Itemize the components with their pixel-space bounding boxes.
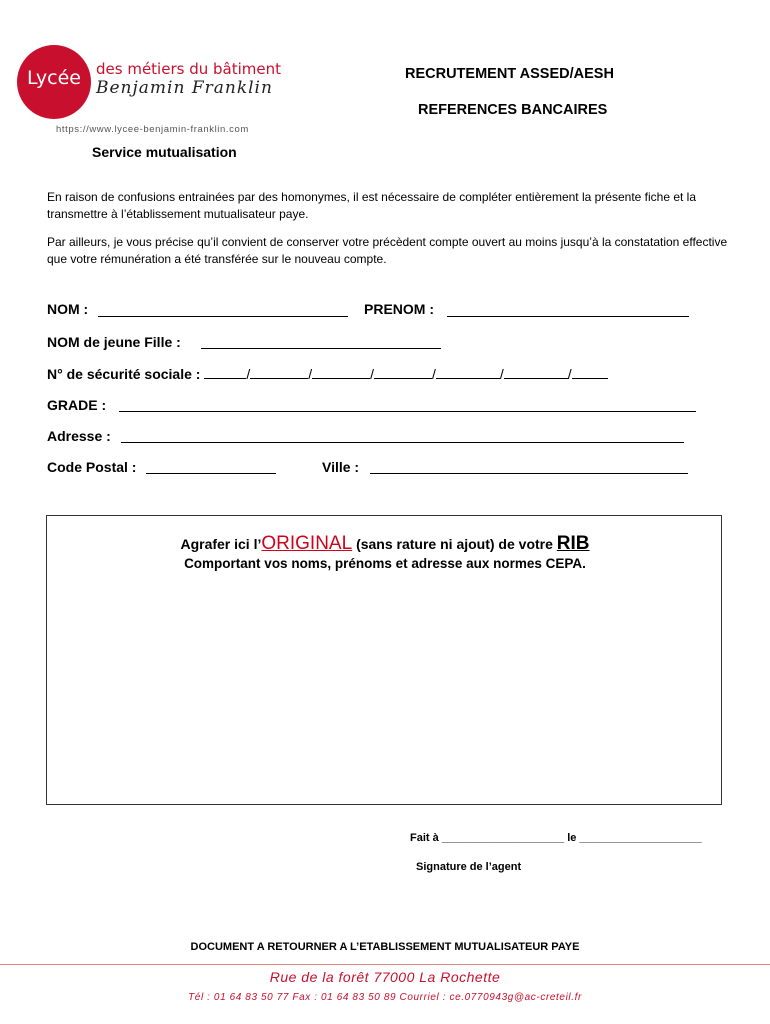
logo-badge-text: Lycée	[27, 67, 81, 89]
document-subtitle: REFERENCES BANCAIRES	[418, 102, 608, 118]
rib-original-emphasis: ORIGINAL	[261, 533, 353, 554]
ssn-separator: /	[567, 366, 572, 382]
ville-label: Ville :	[322, 459, 360, 475]
nom-label: NOM :	[47, 301, 89, 317]
rib-instruction-line-2: Comportant vos noms, prénoms et adresse aux normes CEPA.	[184, 556, 586, 571]
service-name: Service mutualisation	[92, 144, 237, 160]
nom-field[interactable]	[98, 316, 348, 317]
prenom-label: PRENOM :	[364, 301, 434, 317]
fait-a-le-field[interactable]: Fait à ____________________ le ____________________	[410, 832, 702, 844]
footer-contact: Tél : 01 64 83 50 77 Fax : 01 64 83 50 89 Courriel : ce.0770943g@ac-creteil.fr	[188, 992, 582, 1003]
ssn-segment[interactable]	[374, 366, 432, 379]
ssn-segment[interactable]	[312, 366, 370, 379]
document-title: RECRUTEMENT ASSED/AESH	[405, 66, 614, 82]
code-postal-field[interactable]	[146, 473, 276, 474]
adresse-field[interactable]	[121, 442, 684, 443]
ssn-separator: /	[246, 366, 251, 382]
securite-sociale-row	[47, 366, 608, 382]
footer-divider	[0, 964, 770, 965]
ssn-separator: /	[308, 366, 313, 382]
school-website-url[interactable]: https://www.lycee-benjamin-franklin.com	[56, 124, 249, 135]
ville-field[interactable]	[370, 473, 688, 474]
securite-sociale-label: N° de sécurité sociale :	[47, 366, 201, 382]
rib-instruction-line-1	[0, 533, 770, 555]
logo-line-1: des métiers du bâtiment	[96, 60, 281, 78]
intro-paragraph-2: Par ailleurs, je vous précise qu’il convient de conserver votre précèdent compte ouvert au moins jusqu’à la constatation effective que votre rémunération a été transférée sur le nouveau compte.	[47, 235, 728, 266]
nom-jeune-fille-field[interactable]	[201, 348, 441, 349]
rib-emphasis: RIB	[556, 533, 590, 554]
rib-instruction-prefix: Agrafer ici l’	[180, 536, 262, 552]
ssn-segment[interactable]	[250, 366, 308, 379]
ssn-separator: /	[499, 366, 504, 382]
adresse-label: Adresse :	[47, 428, 111, 444]
grade-label: GRADE :	[47, 397, 107, 413]
ssn-separator: /	[370, 366, 375, 382]
return-notice: DOCUMENT A RETOURNER A L’ETABLISSEMENT MUTUALISATEUR PAYE	[190, 941, 580, 953]
ssn-segment[interactable]	[436, 366, 500, 379]
logo-line-2: Benjamin Franklin	[96, 78, 273, 98]
ssn-segment[interactable]	[504, 366, 568, 379]
ssn-separator: /	[432, 366, 436, 382]
ssn-segment[interactable]	[204, 366, 246, 379]
school-logo-badge	[17, 45, 91, 119]
code-postal-label: Code Postal :	[47, 459, 137, 475]
rib-instruction-middle: (sans rature ni ajout) de votre	[352, 536, 557, 552]
grade-field[interactable]	[119, 411, 696, 412]
nom-jeune-fille-label: NOM de jeune Fille :	[47, 334, 181, 350]
intro-paragraph-1: En raison de confusions entrainées par des homonymes, il est nécessaire de compléter entièrement la présente fiche et la transmettre à l’établissement mutualisateur paye.	[47, 190, 697, 221]
ssn-segment[interactable]	[572, 366, 608, 379]
signature-label: Signature de l’agent	[416, 861, 522, 873]
footer-address: Rue de la forêt 77000 La Rochette	[269, 969, 501, 985]
prenom-field[interactable]	[447, 316, 689, 317]
